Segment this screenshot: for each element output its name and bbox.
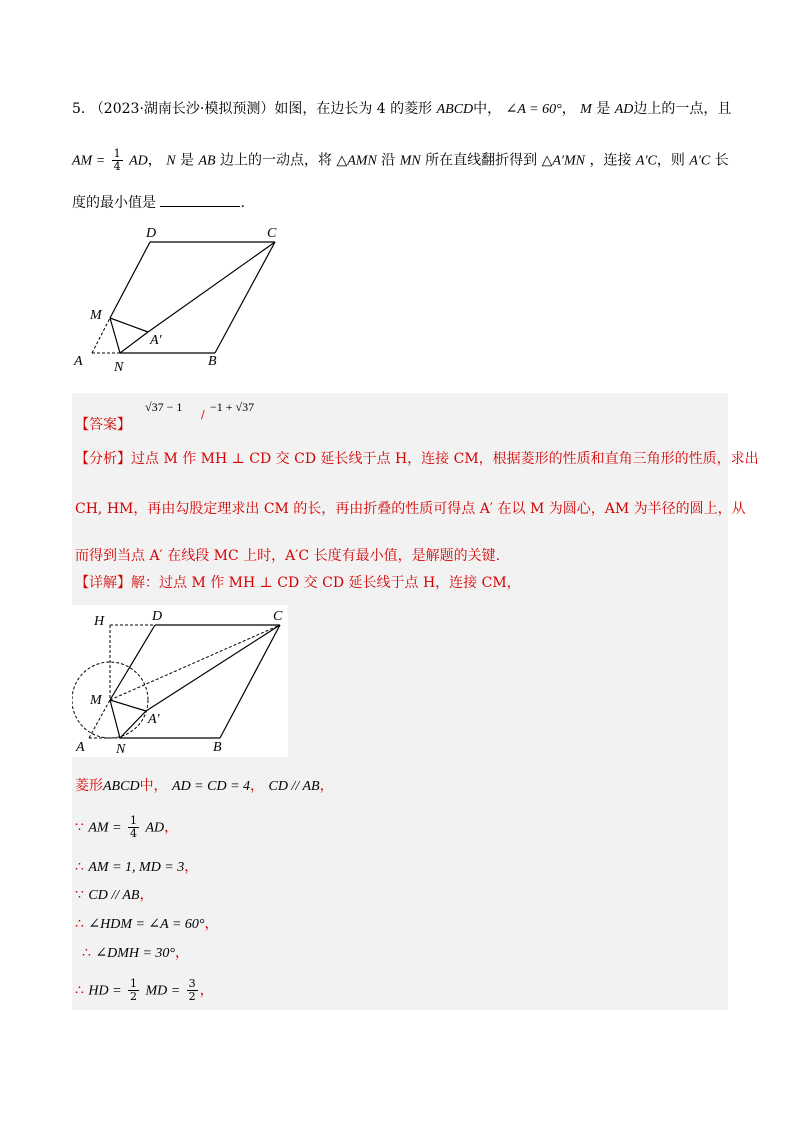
analysis-text: CH, HM，再由勾股定理求出 CM 的长，再由折叠的性质可得点 A′ 在以 M 为圆心，AM 为半径的圆上，从: [75, 501, 746, 517]
math-angle-HDM: ∠HDM = ∠A = 60°: [88, 917, 205, 932]
step-text: ，: [319, 778, 334, 794]
math-triangle-A1MN: △A′MN: [541, 153, 585, 169]
math-ABCD: ABCD: [436, 102, 474, 117]
answer-label: 【答案】: [75, 417, 131, 433]
edge-DM: [110, 242, 150, 318]
detail-text: 解：过点 M 作 MH ⊥ CD 交 CD 延长线于点 H，连接 CM，: [131, 575, 521, 591]
step-6: [82, 942, 189, 962]
fraction-den: 2: [130, 990, 137, 1003]
therefore-symbol: ∴: [75, 916, 84, 932]
problem-text: 是: [596, 101, 611, 117]
problem-text: 所在直线翻折得到: [425, 152, 538, 169]
step-2: [75, 815, 178, 840]
math-HD-eq: HD =: [88, 983, 122, 999]
answer-separator: /: [201, 408, 205, 421]
math-AM-eq: AM =: [72, 153, 106, 169]
problem-text: 长: [714, 152, 729, 169]
step-7: [75, 978, 214, 1003]
math-AD: AD: [614, 102, 634, 117]
analysis-label: 【分析】: [75, 451, 131, 467]
math-N: N: [166, 153, 176, 169]
figure-rhombus-1: [70, 225, 300, 375]
math-M: M: [580, 102, 592, 117]
math-AM-eq: AM =: [88, 820, 122, 836]
math-AD-eq-CD: AD = CD = 4: [172, 779, 251, 794]
math-AM-MD: AM = 1, MD = 3: [88, 860, 185, 875]
label-N: N: [116, 742, 126, 757]
step-text: ，: [250, 778, 265, 794]
step-text: 中，: [139, 778, 168, 794]
fraction-den: 2: [188, 990, 196, 1003]
problem-text: ，连接: [589, 152, 632, 169]
math-CD-parallel-AB: CD // AB: [88, 888, 140, 903]
math-AD: AD: [145, 820, 165, 836]
label-C: C: [267, 226, 277, 241]
figure-2-background: [72, 605, 288, 757]
analysis-text: 而得到当点 A′ 在线段 MC 上时，A′C 长度有最小值，是解题的关键.: [75, 548, 501, 564]
math-A1C: A′C: [689, 153, 711, 169]
problem-line-3: [72, 192, 245, 212]
answer-value-1: √37 − 1: [145, 400, 183, 414]
label-B: B: [213, 740, 222, 755]
label-H: H: [94, 614, 105, 629]
fraction-num: 1: [130, 977, 137, 990]
fraction-den: 4: [113, 160, 121, 173]
problem-text: 度的最小值是: [72, 195, 156, 211]
math-ABCD: ABCD: [103, 779, 140, 794]
fraction-three-halves: [187, 978, 198, 1003]
label-D: D: [152, 609, 163, 624]
fraction-num: 3: [188, 977, 196, 990]
analysis-text: 过点 M 作 MH ⊥ CD 交 CD 延长线于点 H，连接 CM，根据菱形的性质和直角三角形的性质，求出: [131, 451, 759, 467]
problem-text: 中，: [473, 101, 502, 117]
therefore-symbol: ∴: [75, 859, 84, 875]
fraction-one-quarter: [112, 148, 123, 173]
fraction-num: 1: [130, 814, 137, 827]
edge-MN: [110, 318, 120, 353]
step-text: ，: [139, 887, 154, 903]
math-angle-A: ∠A = 60°: [505, 102, 562, 117]
math-A1C: A′C: [635, 153, 657, 169]
edge-MA1: [110, 318, 148, 332]
problem-text: ，: [561, 101, 576, 117]
analysis-line-2: [75, 498, 746, 518]
step-text: ，: [204, 916, 219, 932]
edge-A1N: [120, 332, 148, 353]
analysis-line-1: [75, 448, 759, 468]
step-4: [75, 884, 153, 904]
math-CD-parallel-AB: CD // AB: [268, 779, 320, 794]
figure-rhombus-2: [72, 605, 288, 757]
step-text: ，: [164, 819, 179, 836]
problem-line-1: [72, 98, 731, 118]
step-text: 菱形: [75, 778, 103, 794]
problem-text: 边上的一动点，将: [220, 152, 333, 169]
math-MN: MN: [399, 153, 421, 169]
label-M: M: [90, 308, 102, 323]
label-A1: A′: [148, 712, 160, 727]
math-angle-DMH: ∠DMH = 30°: [95, 946, 176, 961]
dashed-AM: [92, 318, 110, 353]
step-3: [75, 856, 198, 876]
fraction-one-quarter: [128, 815, 139, 840]
problem-text: .: [240, 195, 245, 211]
answer-value-2: −1 + √37: [210, 400, 255, 414]
math-AD: AD: [129, 153, 148, 169]
detail-line-1: [75, 572, 521, 592]
problem-text: 如图，在边长为 4 的菱形: [274, 101, 433, 117]
problem-source: （2023·湖南长沙·模拟预测）: [89, 101, 275, 117]
step-1: [75, 775, 334, 795]
fraction-num: 1: [113, 147, 121, 160]
problem-text: 边上的一点，且: [633, 101, 732, 117]
label-A1: A′: [150, 333, 162, 348]
math-triangle-AMN: △AMN: [336, 153, 377, 169]
math-MD-eq: MD =: [145, 983, 181, 999]
because-symbol: ∵: [75, 819, 84, 836]
problem-text: ，则: [656, 152, 685, 169]
label-N: N: [114, 360, 124, 375]
label-A: A: [76, 740, 85, 755]
because-symbol: ∵: [75, 887, 84, 903]
step-text: ，: [184, 859, 199, 875]
step-5: [75, 913, 219, 933]
label-C: C: [273, 609, 283, 624]
step-text: ，: [175, 945, 190, 961]
fraction-one-half: [128, 978, 139, 1003]
edge-CB: [215, 242, 275, 353]
problem-number: 5.: [72, 101, 86, 117]
detail-label: 【详解】: [75, 575, 131, 591]
therefore-symbol: ∴: [82, 945, 91, 961]
problem-text: 是: [180, 152, 194, 169]
problem-text: ，: [147, 152, 162, 169]
answer-blank: [160, 194, 240, 207]
label-M: M: [90, 693, 102, 708]
label-B: B: [208, 354, 217, 369]
fraction-den: 4: [130, 827, 137, 840]
step-text: ，: [199, 982, 214, 999]
problem-text: 沿: [381, 152, 396, 169]
therefore-symbol: ∴: [75, 982, 84, 999]
label-A: A: [74, 354, 83, 369]
label-D: D: [146, 226, 157, 241]
edge-CA1: [148, 242, 275, 332]
math-AB: AB: [198, 153, 216, 169]
problem-line-2: [72, 148, 729, 173]
analysis-line-3: [75, 545, 500, 565]
